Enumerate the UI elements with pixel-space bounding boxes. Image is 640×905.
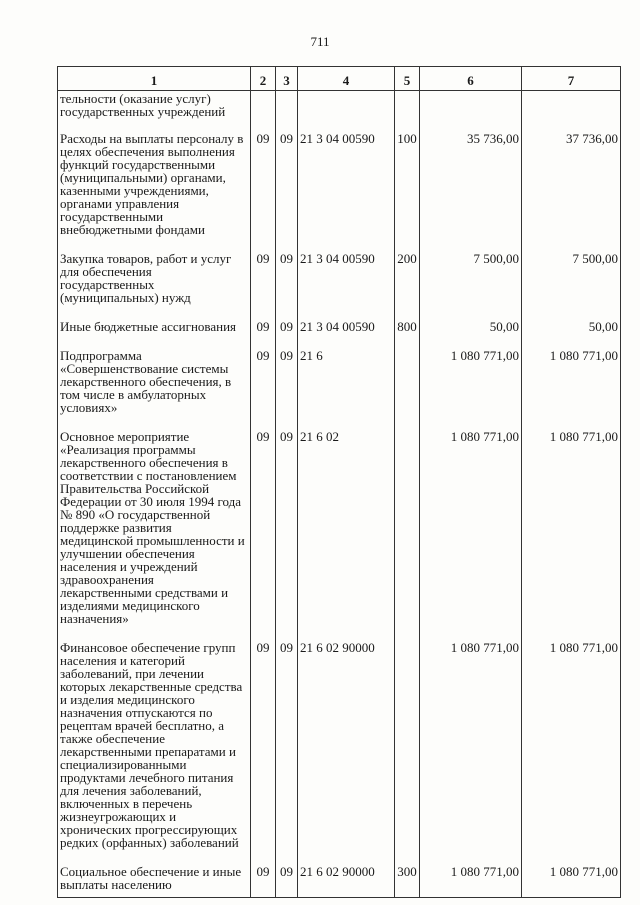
- table-row: [58, 132, 621, 252]
- row-sum-1: 1 080 771,00: [420, 641, 522, 865]
- row-subsection: 09: [276, 641, 298, 865]
- row-subsection: 09: [276, 320, 298, 349]
- table-row: [58, 641, 621, 865]
- row-subsection: 09: [276, 430, 298, 641]
- page-number: 711: [310, 34, 330, 49]
- row-sum-1: 7 500,00: [420, 252, 522, 320]
- row-target-article: 21 3 04 00590: [298, 252, 395, 320]
- row-section: 09: [251, 349, 276, 430]
- row-name: Основное мероприятие «Реализация программы лекарственного обеспечения в соответствии с постановлением Правительства Российской Федерации от 30 июля 1994 года № 890 «О государственной поддержке развития медицинской промышленности и улучшении обеспечения населения и учреждений здравоохранения лекарственными средствами и изделиями медицинского назначения»: [58, 430, 251, 641]
- row-subsection: 09: [276, 349, 298, 430]
- row-name: Социальное обеспечение и иные выплаты населению: [58, 865, 251, 898]
- header-col-3: 3: [276, 67, 298, 91]
- row-target-article: 21 3 04 00590: [298, 320, 395, 349]
- row-sum-1: [420, 91, 522, 133]
- row-sum-2: 50,00: [522, 320, 621, 349]
- budget-table: [57, 66, 621, 898]
- row-sum-2: 1 080 771,00: [522, 430, 621, 641]
- row-sum-2: 37 736,00: [522, 132, 621, 252]
- header-col-6: 6: [420, 67, 522, 91]
- row-expense-type: [395, 91, 420, 133]
- row-sum-2: 1 080 771,00: [522, 641, 621, 865]
- header-col-2: 2: [251, 67, 276, 91]
- row-name: Финансовое обеспечение групп населения и категорий заболеваний, при лечении которых лекарственные средства и изделия медицинского назначения отпускаются по рецептам врачей бесплатно, а также обеспечение лекарственными препаратами и специализированными продуктами лечебного питания для лечения заболеваний, включенных в перечень жизнеугрожающих и хронических прогрессирующих редких (орфанных) заболеваний: [58, 641, 251, 865]
- row-expense-type: 100: [395, 132, 420, 252]
- row-target-article: 21 6 02 90000: [298, 641, 395, 865]
- row-expense-type: 300: [395, 865, 420, 898]
- row-sum-2: 7 500,00: [522, 252, 621, 320]
- row-target-article: 21 6 02: [298, 430, 395, 641]
- row-sum-2: 1 080 771,00: [522, 349, 621, 430]
- row-section: 09: [251, 641, 276, 865]
- row-target-article: 21 6: [298, 349, 395, 430]
- row-name: Закупка товаров, работ и услуг для обеспечения государственных (муниципальных) нужд: [58, 252, 251, 320]
- table-row: [58, 252, 621, 320]
- table-row: [58, 320, 621, 349]
- row-name: Подпрограмма «Совершенствование системы лекарственного обеспечения, в том числе в амбулаторных условиях»: [58, 349, 251, 430]
- row-sum-1: 1 080 771,00: [420, 349, 522, 430]
- row-sum-1: 50,00: [420, 320, 522, 349]
- row-expense-type: [395, 349, 420, 430]
- row-section: [251, 91, 276, 133]
- row-target-article: 21 3 04 00590: [298, 132, 395, 252]
- table-row: [58, 91, 621, 133]
- header-col-4: 4: [298, 67, 395, 91]
- table-row: [58, 430, 621, 641]
- header-col-7: 7: [522, 67, 621, 91]
- row-name: Иные бюджетные ассигнования: [58, 320, 251, 349]
- header-col-5: 5: [395, 67, 420, 91]
- row-name: тельности (оказание услуг) государственных учреждений: [58, 91, 251, 133]
- row-section: 09: [251, 865, 276, 898]
- row-sum-1: 35 736,00: [420, 132, 522, 252]
- table-row: [58, 349, 621, 430]
- row-section: 09: [251, 252, 276, 320]
- row-expense-type: 800: [395, 320, 420, 349]
- header-row: [58, 67, 621, 91]
- table-row: [58, 865, 621, 898]
- row-subsection: [276, 91, 298, 133]
- row-expense-type: [395, 430, 420, 641]
- row-sum-2: [522, 91, 621, 133]
- row-subsection: 09: [276, 865, 298, 898]
- row-name: Расходы на выплаты персоналу в целях обеспечения выполнения функций государственными (муниципальными) органами, казенными учреждениями, органами управления государственными внебюджетными фондами: [58, 132, 251, 252]
- row-section: 09: [251, 320, 276, 349]
- row-sum-1: 1 080 771,00: [420, 865, 522, 898]
- row-section: 09: [251, 430, 276, 641]
- row-expense-type: [395, 641, 420, 865]
- row-target-article: [298, 91, 395, 133]
- header-col-1: 1: [58, 67, 251, 91]
- row-subsection: 09: [276, 132, 298, 252]
- row-target-article: 21 6 02 90000: [298, 865, 395, 898]
- row-expense-type: 200: [395, 252, 420, 320]
- row-sum-2: 1 080 771,00: [522, 865, 621, 898]
- row-sum-1: 1 080 771,00: [420, 430, 522, 641]
- row-section: 09: [251, 132, 276, 252]
- row-subsection: 09: [276, 252, 298, 320]
